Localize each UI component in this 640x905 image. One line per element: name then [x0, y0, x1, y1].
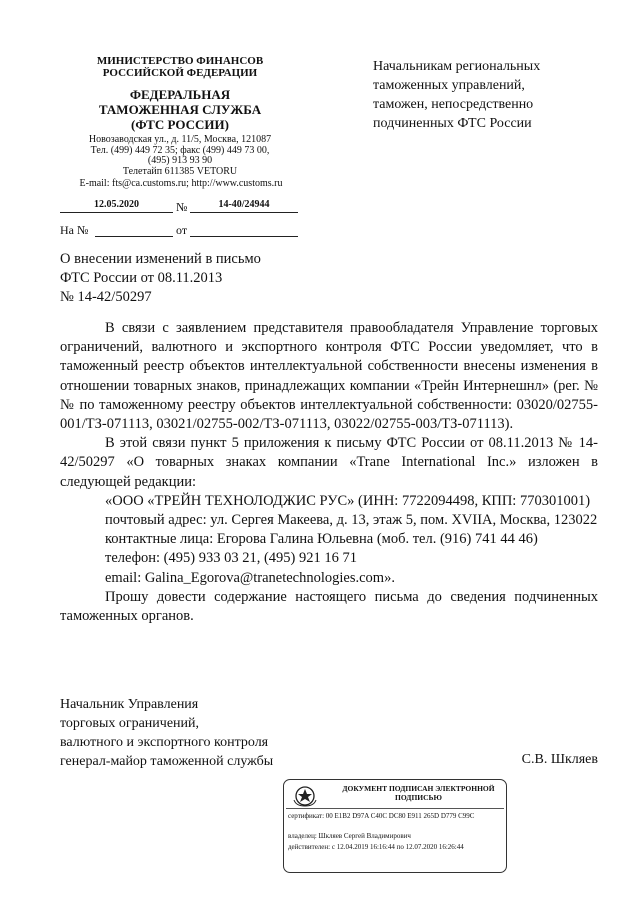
- stamp-divider: [286, 808, 504, 809]
- stamp-title: ДОКУМЕНТ ПОДПИСАН ЭЛЕКТРОННОЙ ПОДПИСЬЮ: [342, 784, 495, 802]
- stamp-validity: действителен: с 12.04.2019 16:16:44 по 12.07.2020 16:26:44: [288, 843, 464, 851]
- signer-name: С.В. Шкляев: [521, 752, 598, 767]
- addressee-line-1: Начальникам региональных: [373, 59, 541, 74]
- addressee-line-4: подчиненных ФТС России: [373, 116, 532, 131]
- subject-block: [60, 250, 360, 307]
- address-line: Новозаводская ул., д. 11/5, Москва, 121087: [88, 134, 272, 145]
- signer-title-block: [60, 695, 360, 771]
- signer-title-line-2: торговых ограничений,: [60, 716, 200, 731]
- subject-line-1: О внесении изменений в письмо: [60, 251, 261, 267]
- number-underline: [190, 212, 298, 213]
- date-underline: [60, 212, 173, 213]
- body-paragraph-1: В связи с заявлением представителя правообладателя Управление торговых ограничений, валютного и экспортного контроля ФТС России уведомляет, что в таможенный реестр объектов интеллектуальной собственности внесены изменения в отношении товарных знаков, принадлежащих компании «Трейн Интернешнл» (рег. №№ по таможенному реестру объектов интеллектуальной собственности: 03020/02755-001/ТЗ-071113, 03021/02755-002/ТЗ-071113, 03022/02755-003/ТЗ-071113).: [60, 320, 598, 433]
- subject-line-2: ФТС России от 08.11.2013: [60, 270, 223, 286]
- body-paragraph-2: В этой связи пункт 5 приложения к письму ФТС России от 08.11.2013 № 14-42/50297 «О товарных знаках компании «Trane International Inc.» изложен в следующей редакции:: [60, 435, 598, 490]
- from-underline: [190, 236, 298, 237]
- addressee-block: [373, 57, 623, 133]
- letter-body: [60, 319, 598, 626]
- company-name-line: «ООО «ТРЕЙН ТЕХНОЛОДЖИС РУС» (ИНН: 7722094498, КПП: 770301001): [105, 492, 591, 509]
- telephone-line: телефон: (495) 933 03 21, (495) 921 16 71: [105, 550, 357, 567]
- teletype-line: Телетайп 611385 VETORU: [122, 165, 238, 177]
- emblem-icon: [290, 784, 320, 808]
- email-line: E-mail: fts@ca.customs.ru; http://www.customs.ru: [79, 178, 283, 189]
- stamp-owner: владелец: Шкляев Сергей Владимирович: [288, 832, 411, 840]
- electronic-signature-stamp: [283, 779, 507, 873]
- company-email-line: email: Galina_Egorova@tranetechnologies.com».: [105, 569, 395, 586]
- addressee-line-2: таможенных управлений,: [373, 78, 525, 93]
- service-line-1: ФЕДЕРАЛЬНАЯ: [129, 87, 231, 102]
- service-line-3: (ФТС РОССИИ): [131, 117, 229, 132]
- ref-label: На №: [60, 223, 89, 237]
- signer-title-line-3: валютного и экспортного контроля: [60, 735, 269, 750]
- subject-line-3: № 14-42/50297: [60, 289, 152, 305]
- ministry-name: [60, 55, 300, 79]
- from-label: от: [176, 223, 188, 237]
- postal-address-line: почтовый адрес: ул. Сергея Макеева, д. 13, этаж 5, пом. XVIIA, Москва, 123022: [105, 512, 598, 529]
- body-paragraph-final: Прошу довести содержание настоящего письма до сведения подчиненных таможенных органов.: [60, 588, 598, 625]
- letter-date: 12.05.2020: [94, 199, 139, 210]
- service-line-2: ТАМОЖЕННАЯ СЛУЖБА: [98, 102, 262, 117]
- ministry-line-1: МИНИСТЕРСТВО ФИНАНСОВ: [96, 55, 264, 67]
- addressee-line-3: таможен, непосредственно: [373, 97, 534, 112]
- ministry-line-2: РОССИЙСКОЙ ФЕДЕРАЦИИ: [102, 67, 258, 79]
- service-name: [60, 87, 300, 132]
- contact-block: [60, 135, 300, 177]
- phone-line: Тел. (499) 449 72 35; факс (499) 449 73 00,: [90, 144, 270, 156]
- stamp-certificate: сертификат: 00 E1B2 D97A C40C DC80 E911 265D D779 C99C: [288, 812, 475, 820]
- number-label: №: [176, 200, 188, 214]
- ref-underline: [95, 236, 173, 237]
- phone-line-2: (495) 913 93 90: [147, 155, 213, 166]
- signer-title-line-1: Начальник Управления: [60, 697, 199, 712]
- signer-title-line-4: генерал-майор таможенной службы: [60, 754, 274, 769]
- letter-number: 14-40/24944: [218, 199, 270, 210]
- contact-persons-line: контактные лица: Егорова Галина Юльевна (моб. тел. (916) 741 44 46): [105, 531, 538, 548]
